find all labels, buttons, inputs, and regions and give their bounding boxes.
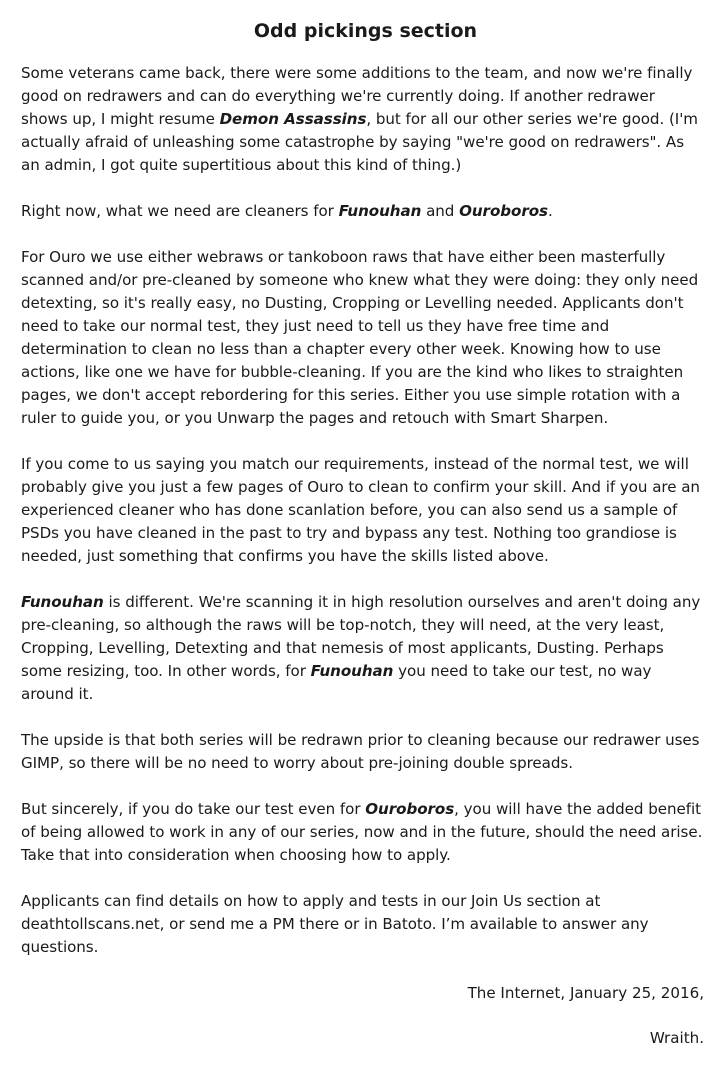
paragraph	[21, 591, 706, 706]
series-title: Funouhan	[338, 202, 422, 220]
paragraph-text: Some veterans came back, there were some additions to the team, and now we're finally good on redrawers and can do everything we're currently doing. If another redrawer shows up, I might resume	[21, 64, 693, 128]
document-body	[21, 62, 706, 959]
paragraph-text: you need to take our test, no way around it.	[21, 662, 652, 703]
paragraph	[21, 200, 706, 223]
paragraph-text: , but for all our other series we're good. (I'm actually afraid of unleashing some catastrophe by saying "we're good on redrawers". As an admin, I got quite supertitious about this kind of thing.)	[21, 110, 698, 174]
paragraph	[21, 729, 706, 775]
paragraph-text: , you will have the added benefit of being allowed to work in any of our series, now and in the future, should the need arise. Take that into consideration when choosing how to apply.	[21, 800, 703, 864]
series-title: Demon Assassins	[219, 110, 367, 128]
signoff-place-date: The Internet, January 25, 2016,	[467, 984, 704, 1002]
paragraph-text: But sincerely, if you do take our test even for	[21, 800, 366, 818]
signoff-signature: Wraith.	[649, 1029, 704, 1047]
paragraph	[21, 246, 706, 430]
paragraph-text: For Ouro we use either webraws or tankoboon raws that have either been masterfully scanned and/or pre-cleaned by someone who knew what they were doing: they only need detexting, so it's really easy, no Dusting, Cropping or Levelling needed. Applicants don't need to take our normal test, they just need to tell us they have free time and determination to clean no less than a chapter every other week. Knowing how to use actions, like one we have for bubble-cleaning. If you are the kind who likes to straighten pages, we don't accept rebordering for this series. Either you use simple rotation with a ruler to guide you, or you Unwarp the pages and retouch with Smart Sharpen.	[21, 248, 699, 427]
paragraph	[21, 890, 706, 959]
page-title: Odd pickings section	[253, 20, 478, 42]
paragraph	[21, 62, 706, 177]
series-title: Ouroboros	[459, 202, 548, 220]
series-title: Funouhan	[310, 662, 394, 680]
paragraph-text: If you come to us saying you match our requirements, instead of the normal test, we will probably give you just a few pages of Ouro to clean to confirm your skill. And if you are an experienced cleaner who has done scanlation before, you can also send us a sample of PSDs you have cleaned in the past to try and bypass any test. Nothing too grandiose is needed, just something that confirms you have the skills listed above.	[21, 455, 700, 565]
paragraph-text: Right now, what we need are cleaners for	[21, 202, 339, 220]
series-title: Funouhan	[21, 593, 104, 611]
paragraph-text: .	[548, 202, 553, 220]
paragraph	[21, 453, 706, 568]
paragraph-text: Applicants can find details on how to apply and tests in our Join Us section at deathtollscans.net, or send me a PM there or in Batoto. I’m available to answer any questions.	[21, 892, 649, 956]
paragraph-text: is different. We're scanning it in high resolution ourselves and aren't doing any pre-cleaning, so although the raws will be top-notch, they will need, at the very least, Cropping, Levelling, Detexting and that nemesis of most applicants, Dusting. Perhaps some resizing, too. In other words, for	[21, 593, 701, 680]
series-title: Ouroboros	[365, 800, 455, 818]
paragraph	[21, 798, 706, 867]
paragraph-text: The upside is that both series will be redrawn prior to cleaning because our redrawer uses GIMP, so there will be no need to worry about pre-joining double spreads.	[21, 731, 700, 772]
paragraph-text: and	[421, 202, 460, 220]
